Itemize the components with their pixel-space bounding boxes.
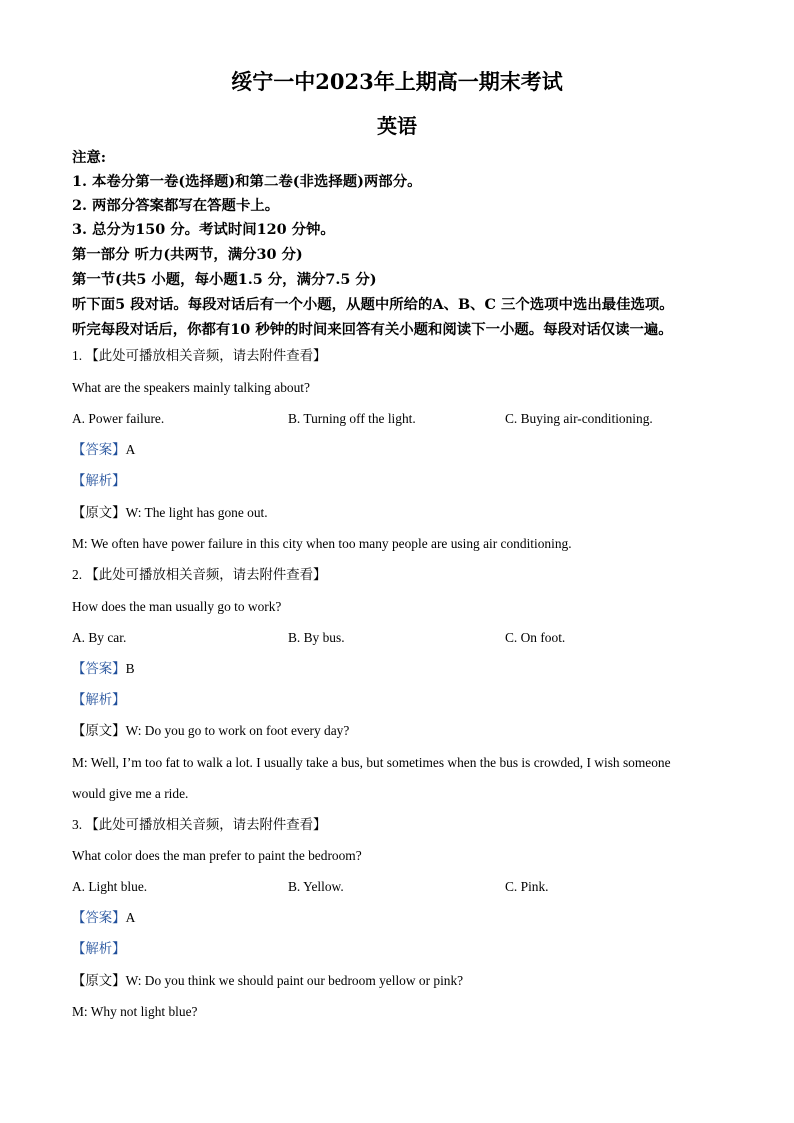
part1-heading: 第一部分 听力(共两节，满分30 分) [72,246,303,263]
q1-option-b: B. Turning off the light. [288,411,416,426]
q1-original [72,504,268,522]
q1-stem: What are the speakers mainly talking about? [72,380,310,395]
q2-audio[interactable]: 2. 【此处可播放相关音频，请去附件查看】 [72,567,327,582]
q2-answer [72,660,135,678]
original-label: 【原文】 [72,723,126,738]
q2-option-b: B. By bus. [288,630,345,645]
q2-transcript-2: would give me a ride. [72,786,189,801]
answer-value: A [125,442,136,457]
answer-label: 【答案】 [72,661,126,676]
q1-option-a: A. Power failure. [72,411,165,426]
q3-option-a: A. Light blue. [72,879,148,894]
q2-analysis: 【解析】 [72,692,126,707]
q2-transcript-1: M: Well, I’m too fat to walk a lot. I usually take a bus, but sometimes when the bus is crowded, I wish someone [72,755,671,770]
instruction-2: 听完每段对话后，你都有10 秒钟的时间来回答有关小题和阅读下一小题。每段对话仅读一遍。 [72,321,673,338]
q2-original [72,722,349,740]
q3-transcript-1: M: Why not light blue? [72,1004,198,1019]
note-item-2: 2. 两部分答案都写在答题卡上。 [72,197,280,214]
q3-option-c: C. Pink. [505,879,549,894]
part1-section: 第一节(共5 小题，每小题1.5 分，满分7.5 分) [72,271,377,288]
original-label: 【原文】 [72,973,126,988]
answer-value: A [125,910,136,925]
q2-option-c: C. On foot. [505,630,566,645]
original-line: W: The light has gone out. [125,505,268,520]
q1-option-c: C. Buying air-conditioning. [505,411,653,426]
q2-stem: How does the man usually go to work? [72,599,282,614]
answer-value: B [125,661,135,676]
q3-answer [72,909,135,927]
original-line: W: Do you go to work on foot every day? [125,723,350,738]
q3-audio[interactable]: 3. 【此处可播放相关音频，请去附件查看】 [72,817,327,832]
answer-label: 【答案】 [72,910,126,925]
notes-heading: 注意: [72,149,107,166]
q1-answer [72,441,135,459]
q3-analysis: 【解析】 [72,941,126,956]
note-item-3: 3. 总分为150 分。考试时间120 分钟。 [72,221,335,238]
answer-label: 【答案】 [72,442,126,457]
q3-option-b: B. Yellow. [288,879,344,894]
q3-original [72,972,463,990]
q2-option-a: A. By car. [72,630,127,645]
q3-stem: What color does the man prefer to paint the bedroom? [72,848,362,863]
q1-transcript-1: M: We often have power failure in this city when too many people are using air conditioning. [72,536,572,551]
instruction-1: 听下面5 段对话。每段对话后有一个小题，从题中所给的A、B、C 三个选项中选出最佳选项。 [72,296,674,313]
original-line: W: Do you think we should paint our bedroom yellow or pink? [125,973,464,988]
q1-analysis: 【解析】 [72,473,126,488]
note-item-1: 1. 本卷分第一卷(选择题)和第二卷(非选择题)两部分。 [72,173,422,190]
original-label: 【原文】 [72,505,126,520]
exam-subject: 英语 [377,114,417,138]
q1-audio[interactable]: 1. 【此处可播放相关音频，请去附件查看】 [72,348,327,363]
exam-title: 绥宁一中2023年上期高一期末考试 [231,69,563,94]
